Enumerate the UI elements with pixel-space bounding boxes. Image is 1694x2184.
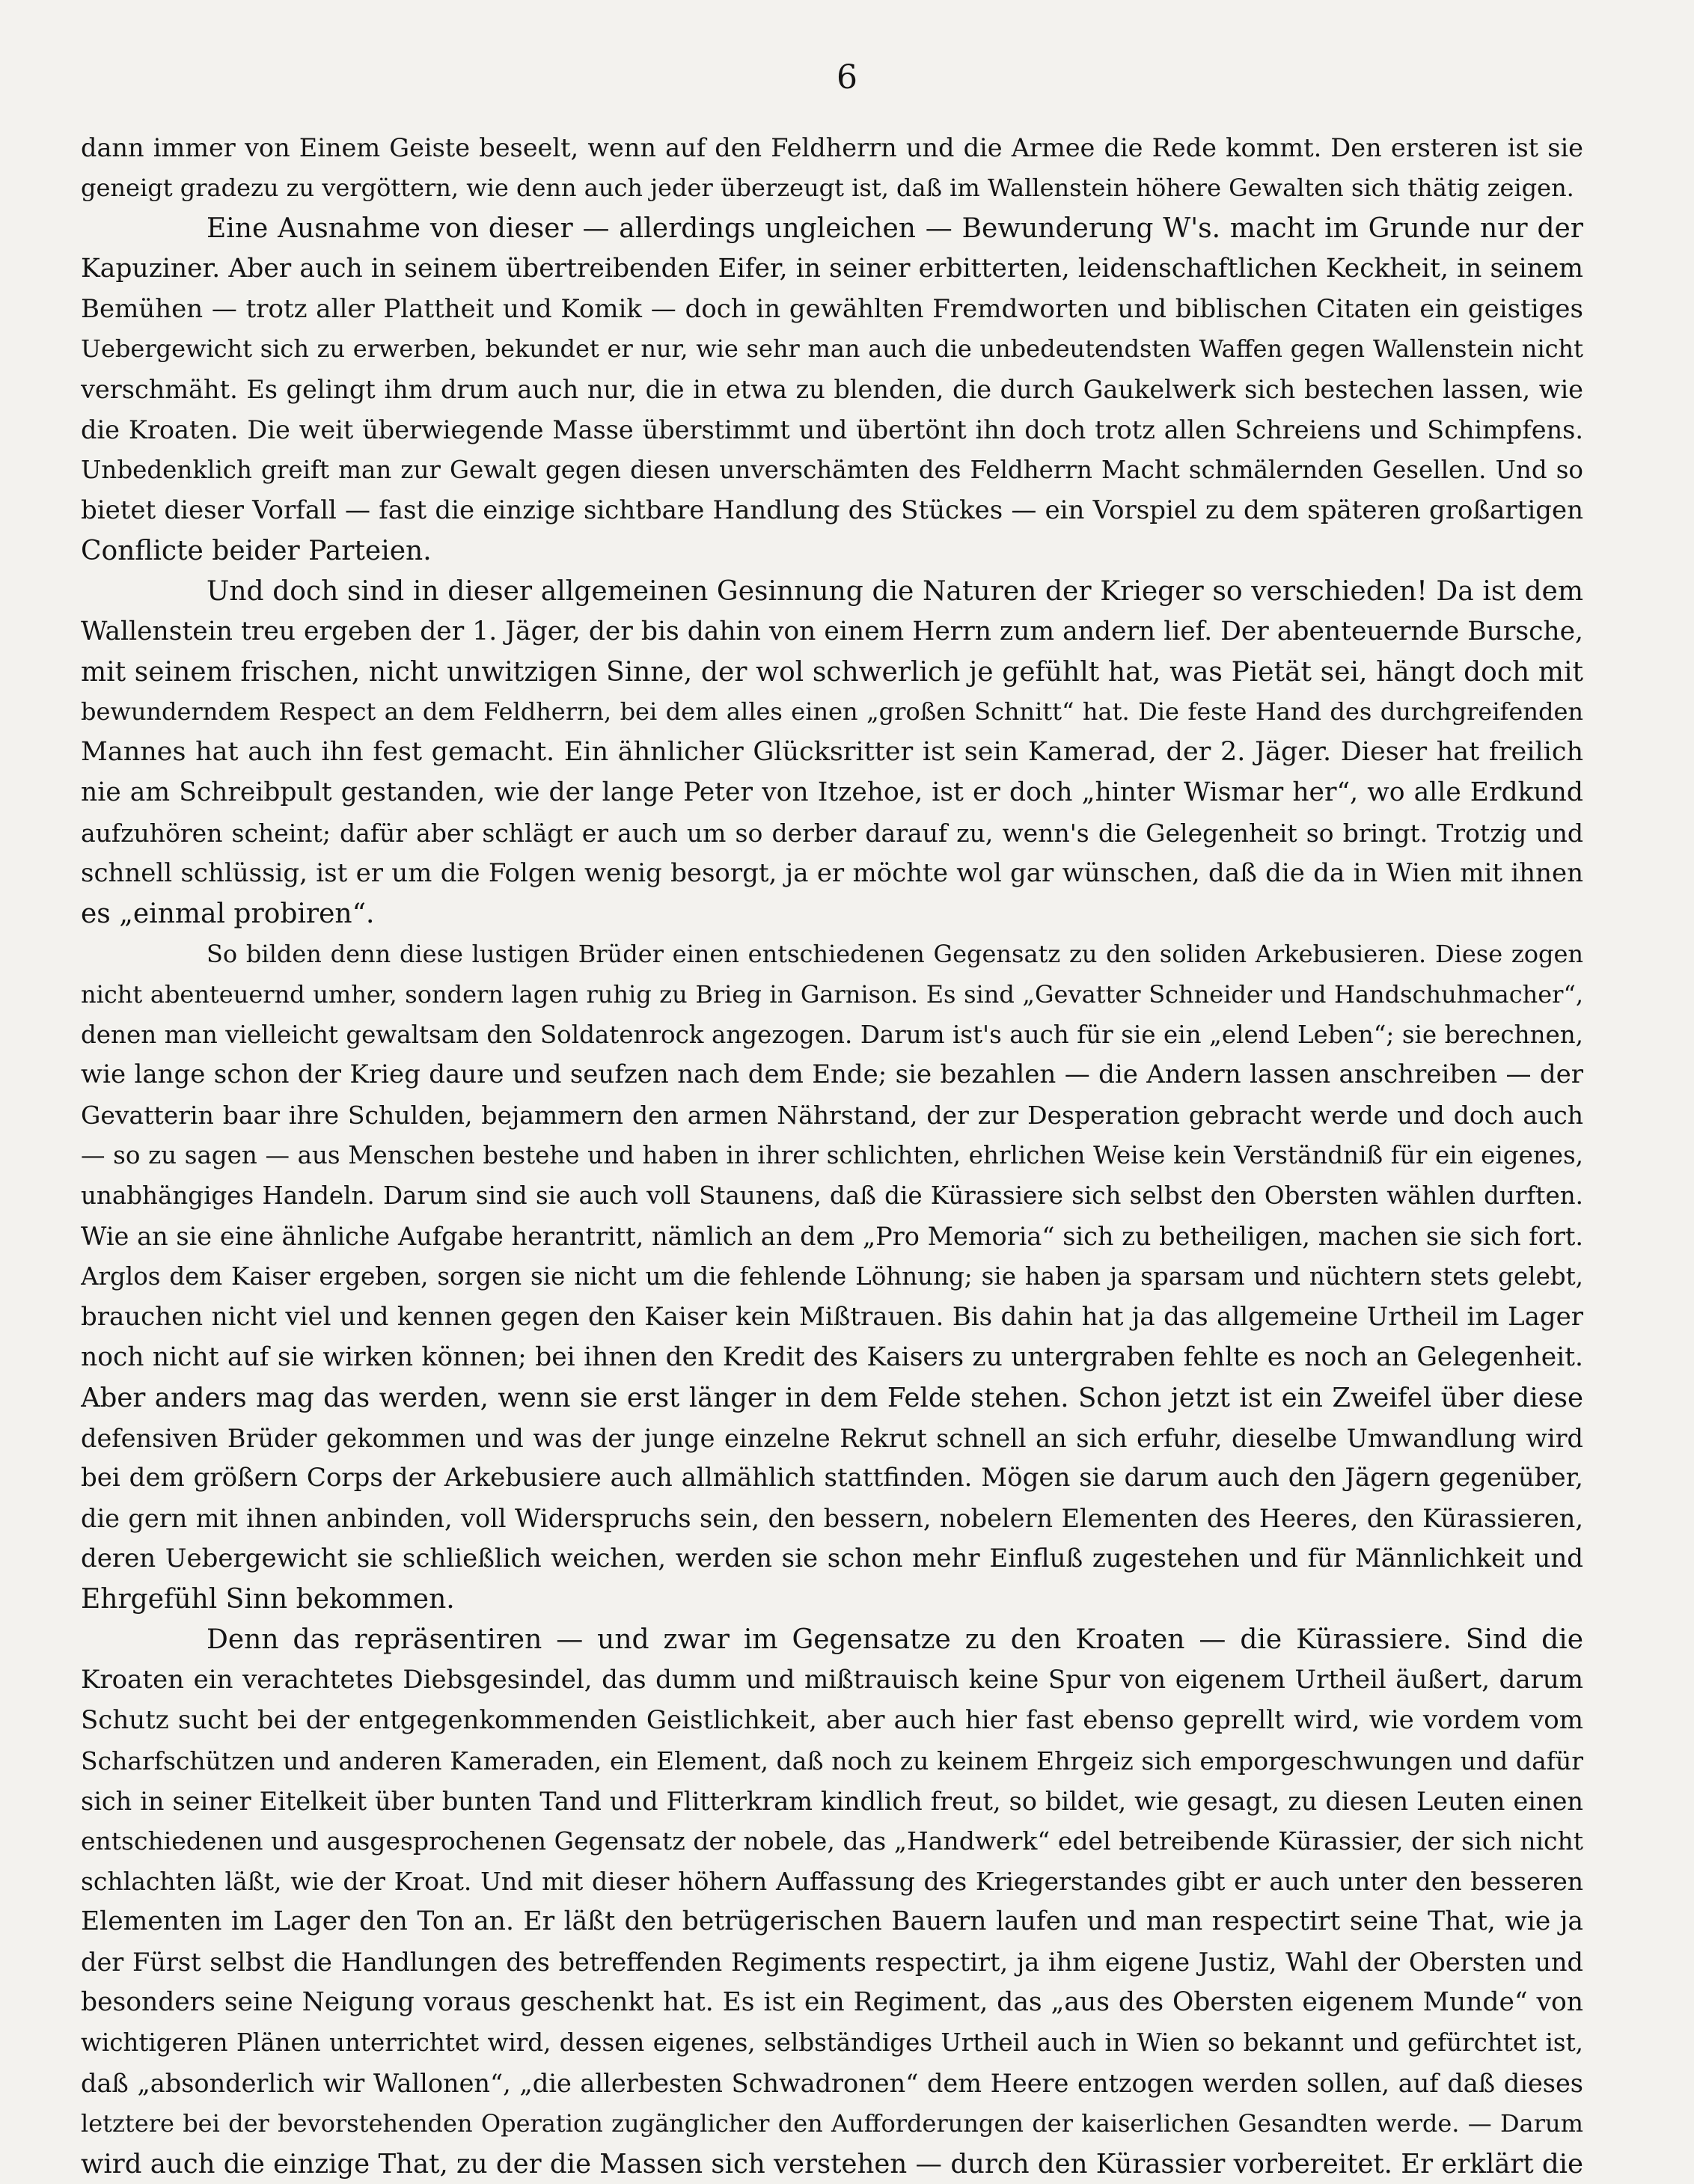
text-line: wichtigeren Plänen unterrichtet wird, dessen eigenes, selbständiges Urtheil auch in Wien so bekannt und gefürchtet ist, — [81, 2028, 1583, 2057]
text-line: besonders seine Neigung voraus geschenkt hat. Es ist ein Regiment, das „aus des Obersten eigenem Munde“ von — [81, 1986, 1583, 2017]
text-line: Eine Ausnahme von dieser — allerdings ungleichen — Bewunderung W's. macht im Grunde nur der — [207, 212, 1583, 244]
text-line: daß „absonderlich wir Wallonen“, „die allerbesten Schwadronen“ dem Heere entzogen werden sollen, auf daß dieses — [81, 2068, 1583, 2098]
text-line: der Fürst selbst die Handlungen des betreffenden Regiments respectirt, ja ihm eigene Justiz, Wahl der Obersten und — [81, 1948, 1583, 1977]
text-line: unabhängiges Handeln. Darum sind sie auch voll Staunens, daß die Kürassiere sich selbst den Obersten wählen durften. — [81, 1181, 1583, 1211]
text-line: brauchen nicht viel und kennen gegen den Kaiser kein Mißtrauen. Bis dahin hat ja das allgemeine Urtheil im Lager — [81, 1301, 1583, 1332]
text-line: So bilden denn diese lustigen Brüder einen entschiedenen Gegensatz zu den soliden Arkebusieren. Diese zogen — [207, 939, 1583, 968]
text-line: Wie an sie eine ähnliche Aufgabe herantritt, nämlich an dem „Pro Memoria“ sich zu betheiligen, machen sie sich fort. — [81, 1222, 1583, 1252]
text-line: Wallenstein treu ergeben der 1. Jäger, der bis dahin von einem Herrn zum andern lief. Der abenteuernde Bursche, — [81, 616, 1583, 646]
text-line: die Kroaten. Die weit überwiegende Masse überstimmt und übertönt ihn doch trotz allen Schreiens und Schimpfens. — [81, 415, 1583, 445]
text-line: deren Uebergewicht sie schließlich weichen, werden sie schon mehr Einfluß zugestehen und für Männlichkeit und — [81, 1544, 1583, 1574]
text-line: Ehrgefühl Sinn bekommen. — [81, 1584, 455, 1615]
text-line: geneigt gradezu zu vergöttern, wie denn auch jeder überzeugt ist, daß im Wallenstein höhere Gewalten sich thätig zeigen. — [81, 173, 1574, 202]
body-text — [81, 128, 1583, 2184]
text-line: Aber anders mag das werden, wenn sie erst länger in dem Felde stehen. Schon jetzt ist ein Zweifel über diese — [81, 1382, 1583, 1413]
text-line: bietet dieser Vorfall — fast die einzige sichtbare Handlung des Stückes — ein Vorspiel zu dem späteren großartigen — [81, 495, 1583, 526]
text-line: Bemühen — trotz aller Plattheit und Komik — doch in gewählten Fremdworten und biblischen Citaten ein geistiges — [81, 293, 1583, 324]
text-line: schnell schlüssig, ist er um die Folgen wenig besorgt, ja er möchte wol gar wünschen, daß die da in Wien mit ihnen — [81, 858, 1583, 889]
text-line: dann immer von Einem Geiste beseelt, wenn auf den Feldherrn und die Armee die Rede kommt. Den ersteren ist sie — [81, 133, 1583, 162]
text-line: nicht abenteuernd umher, sondern lagen ruhig zu Brieg in Garnison. Es sind „Gevatter Schneider und Handschuhmacher“, — [81, 979, 1583, 1009]
text-line: sich in seiner Eitelkeit über bunten Tand und Flitterkram kindlich freut, so bildet, wie gesagt, zu diesen Leuten einen — [81, 1786, 1583, 1816]
text-line: aufzuhören scheint; dafür aber schlägt er auch um so derber darauf zu, wenn's die Gelegenheit so bringt. Trotzig und — [81, 819, 1583, 848]
text-line: Scharfschützen und anderen Kameraden, ein Element, daß noch zu keinem Ehrgeiz sich emporgeschwungen und dafür — [81, 1746, 1583, 1775]
text-line: letztere bei der bevorstehenden Operation zugänglicher den Aufforderungen der kaiserlichen Gesandten werde. — Darum — [81, 2108, 1583, 2138]
text-line: Denn das repräsentiren — und zwar im Gegensatze zu den Kroaten — die Kürassiere. Sind die — [207, 1624, 1583, 1655]
text-line: es „einmal probiren“. — [81, 898, 375, 929]
text-line: nie am Schreibpult gestanden, wie der lange Peter von Itzehoe, ist er doch „hinter Wismar her“, wo alle Erdkund — [81, 777, 1583, 808]
text-line: Elementen im Lager den Ton an. Er läßt den betrügerischen Bauern laufen und man respectirt seine That, wie ja — [81, 1906, 1583, 1937]
text-line: die gern mit ihnen anbinden, voll Widerspruchs sein, den bessern, nobelern Elementen des Heeres, den Kürassieren, — [81, 1504, 1583, 1534]
text-line: Gevatterin baar ihre Schulden, bejammern den armen Nährstand, der zur Desperation gebracht werde und doch auch — [81, 1101, 1583, 1131]
text-line: wird auch die einzige That, zu der die Massen sich verstehen — durch den Kürassier vorbereitet. Er erklärt die — [81, 2148, 1583, 2180]
text-line: mit seinem frischen, nicht unwitzigen Sinne, der wol schwerlich je gefühlt hat, was Pietät sei, hängt doch mit — [81, 656, 1583, 688]
text-line: Uebergewicht sich zu erwerben, bekundet er nur, wie sehr man auch die unbedeutendsten Waffen gegen Wallenstein nicht — [81, 334, 1583, 364]
text-line: entschiedenen und ausgesprochenen Gegensatz der nobele, das „Handwerk“ edel betreibende Kürassier, der sich nicht — [81, 1826, 1583, 1856]
text-line: Conflicte beider Parteien. — [81, 535, 432, 566]
text-line: Unbedenklich greift man zur Gewalt gegen diesen unverschämten des Feldherrn Macht schmälernden Gesellen. Und so — [81, 456, 1583, 485]
text-line: verschmäht. Es gelingt ihm drum auch nur, die in etwa zu blenden, die durch Gaukelwerk sich bestechen lassen, wie — [81, 375, 1583, 405]
text-line: schlachten läßt, wie der Kroat. Und mit dieser höhern Auffassung des Kriegerstandes gibt er auch unter den besseren — [81, 1867, 1583, 1897]
text-line: Kroaten ein verachtetes Diebsgesindel, das dumm und mißtrauisch keine Spur von eigenem Urtheil äußert, darum — [81, 1664, 1583, 1695]
text-line: Mannes hat auch ihn fest gemacht. Ein ähnlicher Glücksritter ist sein Kamerad, der 2. Jäger. Dieser hat freilich — [81, 737, 1583, 768]
text-line: Schutz sucht bei der entgegenkommenden Geistlichkeit, aber auch hier fast ebenso geprellt wird, wie vordem vom — [81, 1704, 1583, 1735]
text-line: Arglos dem Kaiser ergeben, sorgen sie nicht um die fehlende Löhnung; sie haben ja sparsam und nüchtern stets gelebt, — [81, 1261, 1583, 1291]
page-number: 6 — [837, 58, 857, 97]
text-line: noch nicht auf sie wirken können; bei ihnen den Kredit des Kaisers zu untergraben fehlte es noch an Gelegenheit. — [81, 1342, 1583, 1372]
text-line: defensiven Brüder gekommen und was der junge einzelne Rekrut schnell an sich erfuhr, dieselbe Umwandlung wird — [81, 1423, 1583, 1453]
text-line: denen man vielleicht gewaltsam den Soldatenrock angezogen. Darum ist's auch für sie ein „elend Leben“; sie berechnen, — [81, 1020, 1583, 1049]
text-line: Und doch sind in dieser allgemeinen Gesinnung die Naturen der Krieger so verschieden! Da ist dem — [207, 575, 1583, 607]
text-line: bewunderndem Respect an dem Feldherrn, bei dem alles einen „großen Schnitt“ hat. Die feste Hand des durchgreifenden — [81, 697, 1583, 727]
text-line: Kapuziner. Aber auch in seinem übertreibenden Eifer, in seiner erbitterten, leidenschaftlichen Keckheit, in seinem — [81, 253, 1583, 284]
text-line: bei dem größern Corps der Arkebusiere auch allmählich stattfinden. Mögen sie darum auch den Jägern gegenüber, — [81, 1463, 1583, 1493]
text-line: — so zu sagen — aus Menschen bestehe und haben in ihrer schlichten, ehrlichen Weise kein Verständniß für ein eigenes, — [81, 1141, 1583, 1170]
text-line: wie lange schon der Krieg daure und seufzen nach dem Ende; sie bezahlen — die Andern lassen anschreiben — der — [81, 1059, 1583, 1090]
